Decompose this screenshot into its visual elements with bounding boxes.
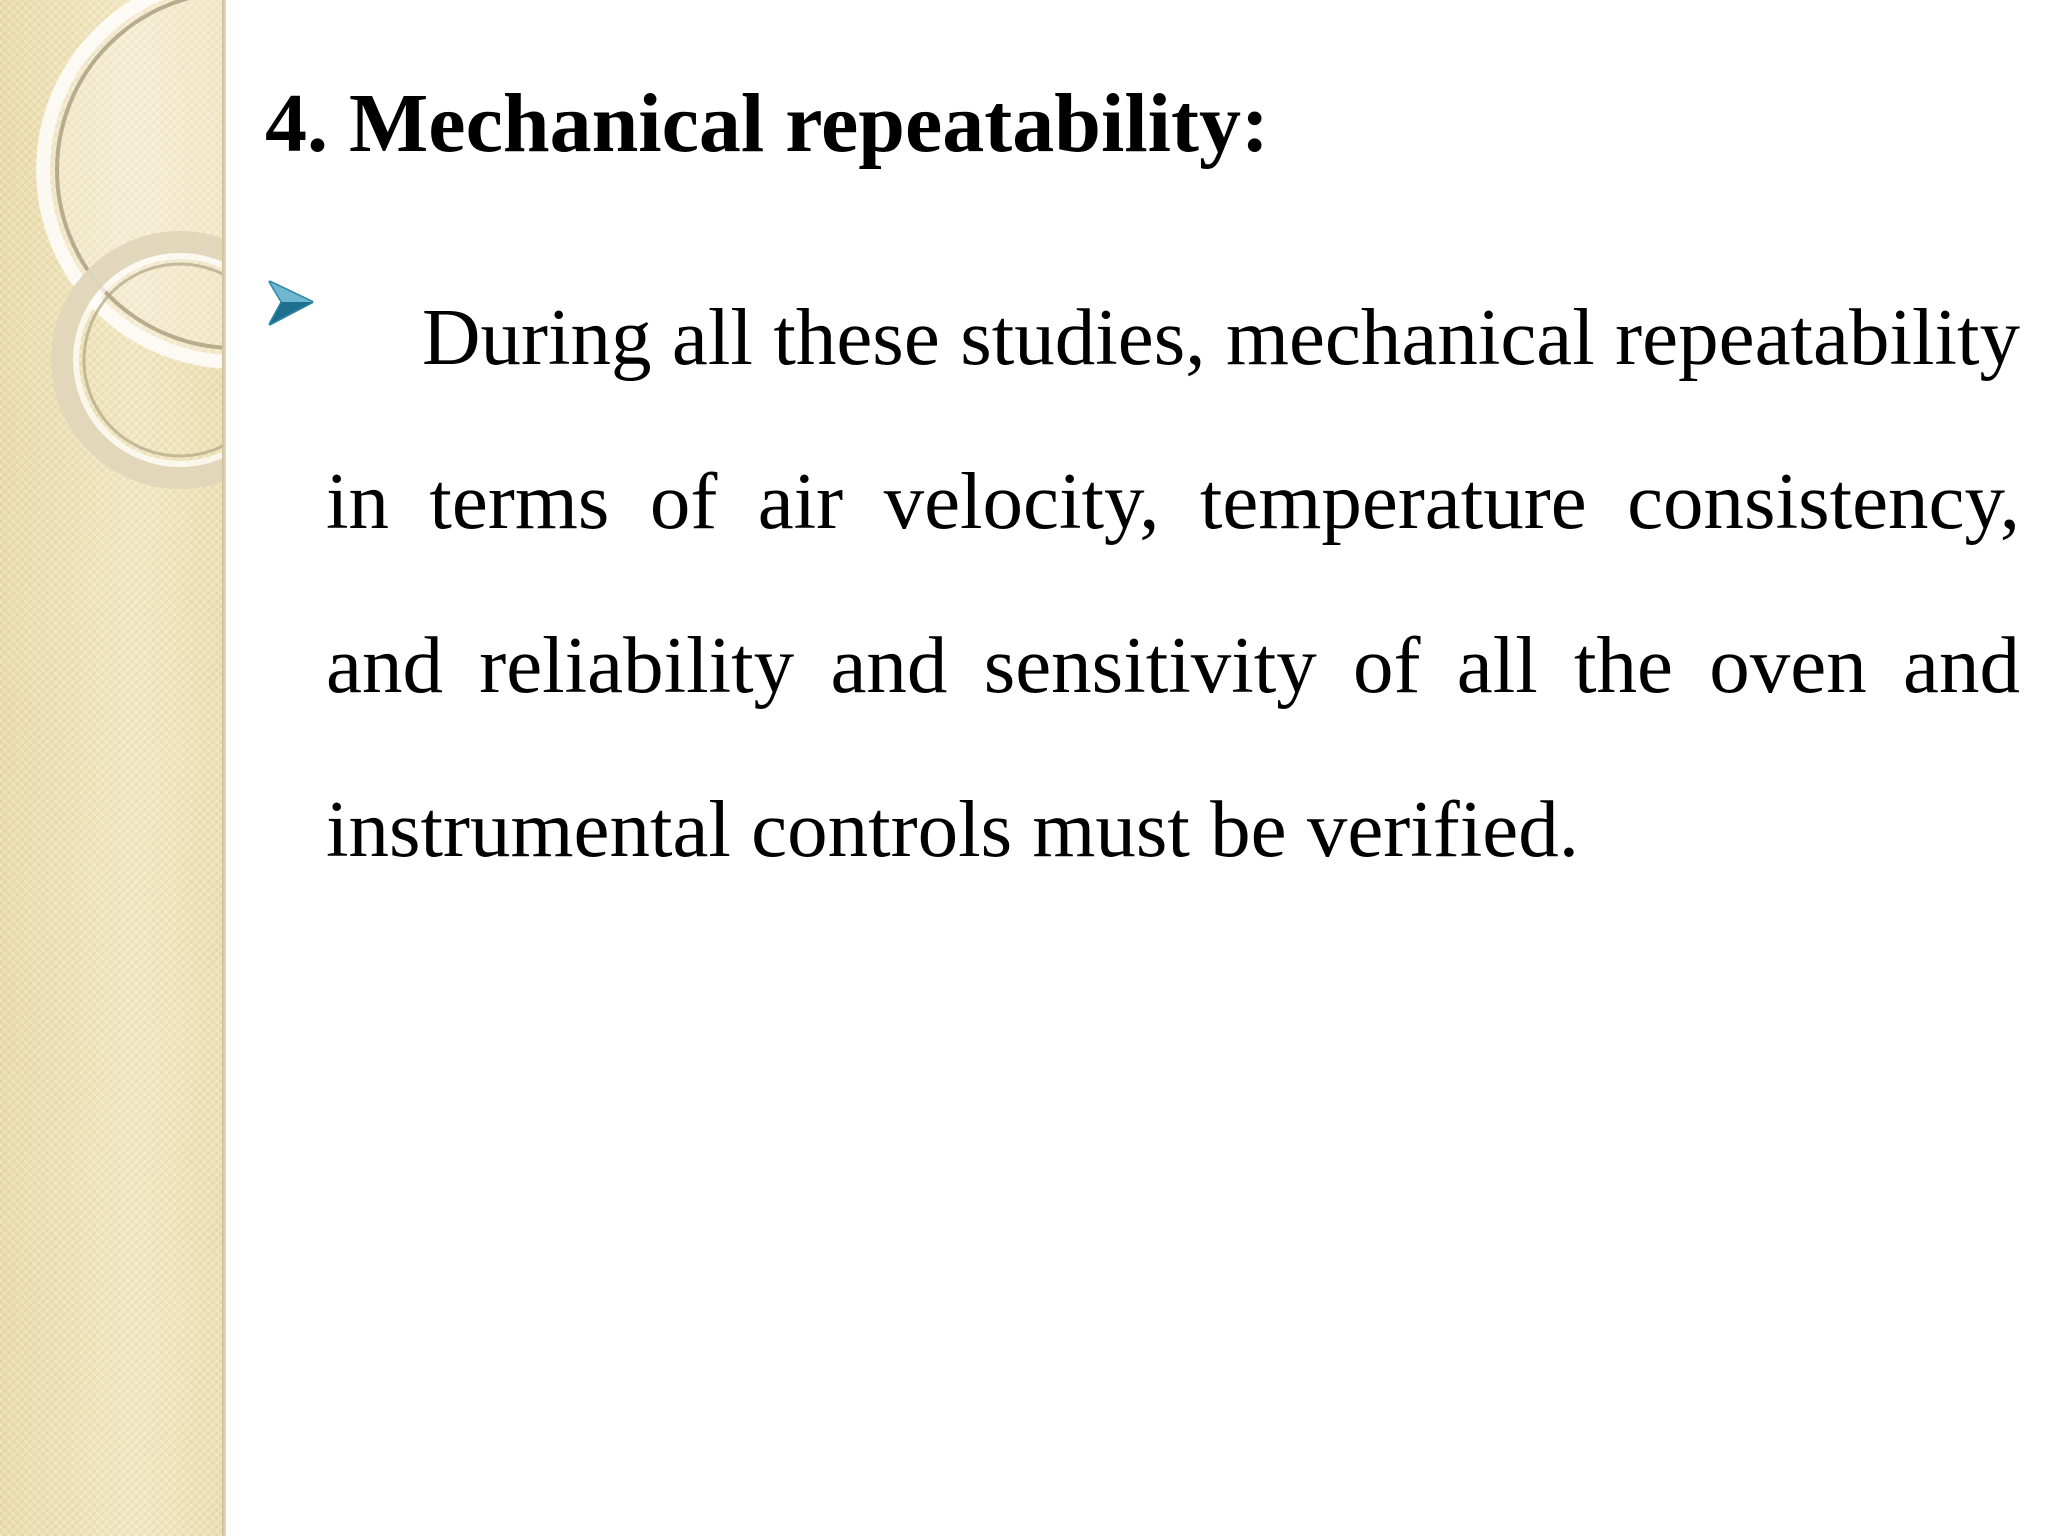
decorative-side-panel: [0, 0, 226, 1536]
bullet-paragraph: During all these studies, mechanical repeatability in terms of air velocity, temperature consistency, and reliability and sensitivity of all the oven and instrumental controls must be verified.: [326, 292, 2020, 874]
circle-ornament-icon: [0, 0, 226, 520]
arrowhead-bullet-icon: [268, 280, 314, 326]
slide-title: 4. Mechanical repeatability:: [265, 77, 1269, 170]
side-panel-edge: [222, 0, 226, 1536]
